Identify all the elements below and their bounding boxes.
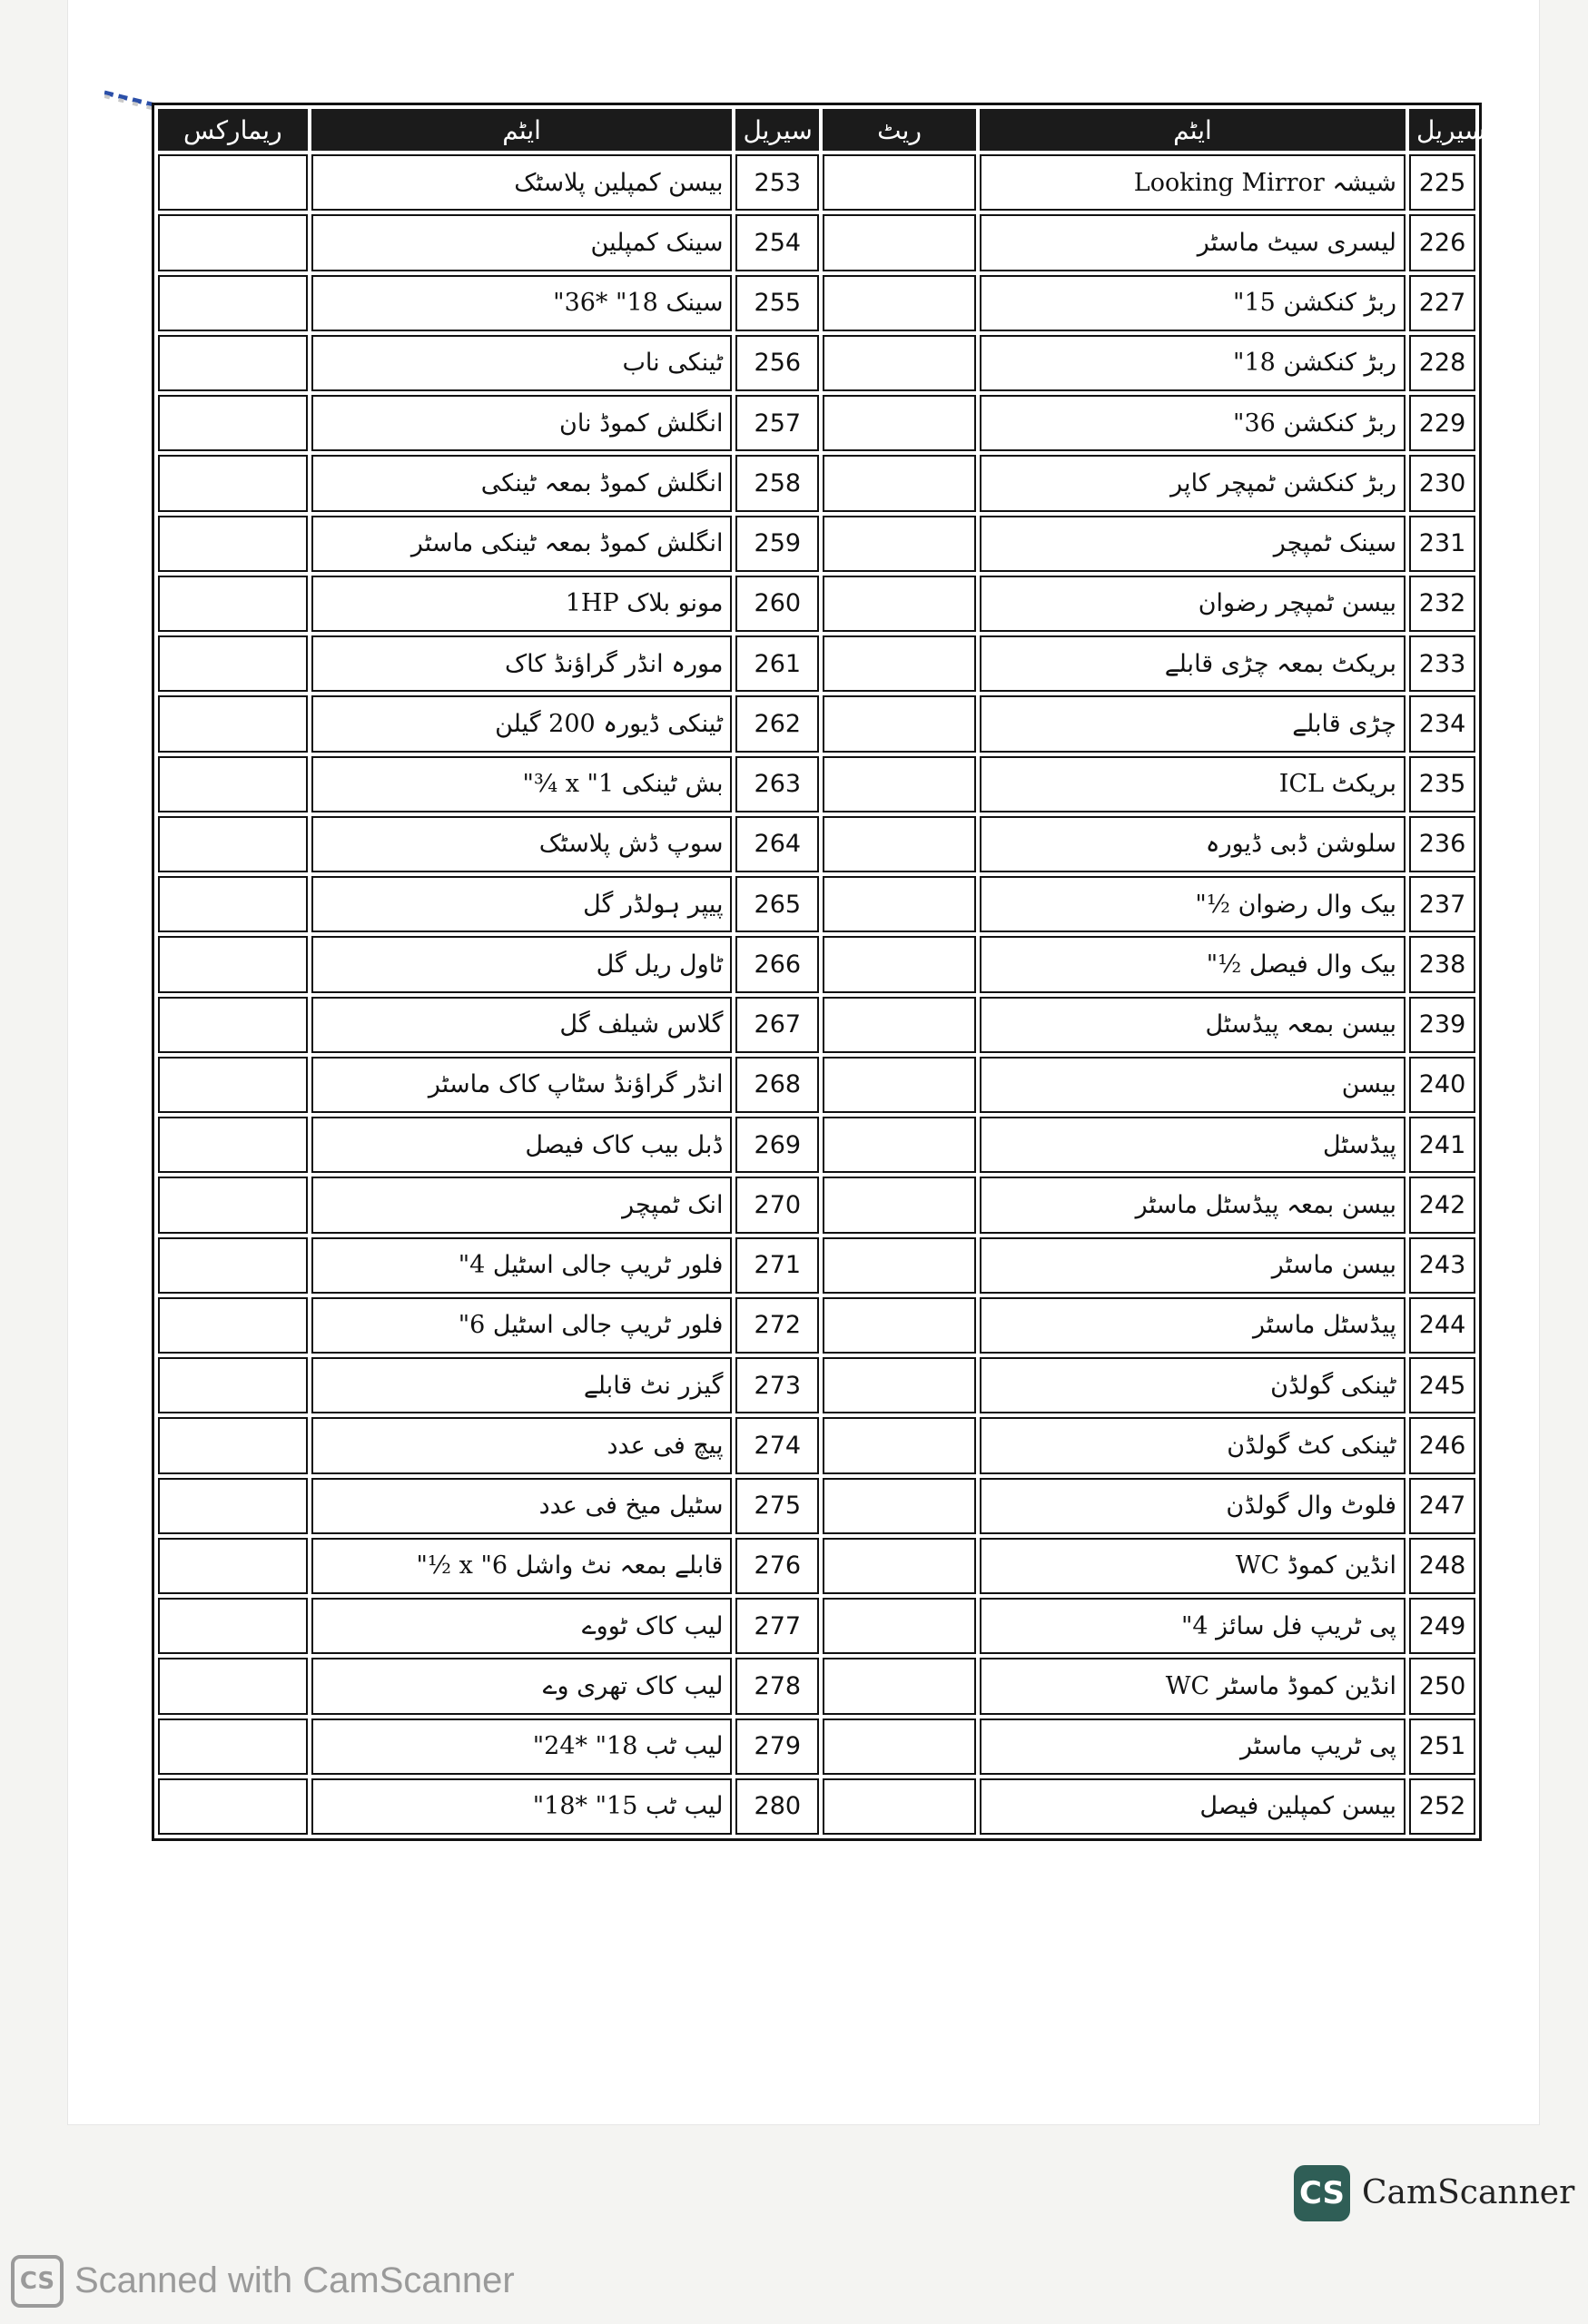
item-cell: لیب ٹب 15" *18": [311, 1778, 733, 1835]
item-cell: بش ٹینکی 1" x ¾": [311, 756, 733, 812]
remarks-cell: [158, 1658, 308, 1714]
serial-cell: 260: [735, 576, 819, 632]
item-cell: بیسن کمپلین پلاسٹک: [311, 154, 733, 211]
item-cell: بیسن ماسٹر: [980, 1237, 1406, 1294]
serial-cell: 247: [1409, 1478, 1475, 1534]
remarks-cell: [158, 1778, 308, 1835]
table-row: [158, 1538, 1475, 1594]
serial-cell: 255: [735, 275, 819, 331]
item-cell: ٹینکی ڈیورہ 200 گیلن: [311, 695, 733, 752]
serial-cell: 266: [735, 936, 819, 992]
table-row: [158, 1357, 1475, 1413]
remarks-cell: [158, 695, 308, 752]
header-left-item: ایٹم: [311, 109, 733, 151]
serial-cell: 251: [1409, 1718, 1475, 1775]
serial-cell: 270: [735, 1177, 819, 1233]
rate-cell: [823, 816, 976, 872]
item-cell: شیشہ Looking Mirror: [980, 154, 1406, 211]
table-row: [158, 1778, 1475, 1835]
remarks-cell: [158, 1297, 308, 1354]
rate-cell: [823, 1237, 976, 1294]
serial-cell: 234: [1409, 695, 1475, 752]
serial-cell: 245: [1409, 1357, 1475, 1413]
item-cell: بیسن بمعہ پیڈسٹل: [980, 997, 1406, 1053]
item-cell: پیپر ہولڈر گل: [311, 876, 733, 932]
item-cell: ٹینکی ناب: [311, 335, 733, 391]
footer-scanned-text: Scanned with CamScanner: [74, 2260, 515, 2300]
serial-cell: 269: [735, 1117, 819, 1173]
table-row: [158, 1417, 1475, 1473]
item-cell: انک ٹمپچر: [311, 1177, 733, 1233]
remarks-cell: [158, 1237, 308, 1294]
rate-cell: [823, 1177, 976, 1233]
serial-cell: 256: [735, 335, 819, 391]
item-cell: ٹینکی کٹ گولڈن: [980, 1417, 1406, 1473]
rate-cell: [823, 1478, 976, 1534]
table-row: [158, 455, 1475, 511]
table-row: [158, 936, 1475, 992]
remarks-cell: [158, 1357, 308, 1413]
item-cell: قابلے بمعہ نٹ واشل 6" x ½": [311, 1538, 733, 1594]
table-row: [158, 997, 1475, 1053]
item-cell: ٹینکی گولڈن: [980, 1357, 1406, 1413]
table-row: [158, 1598, 1475, 1654]
remarks-cell: [158, 1417, 308, 1473]
header-right-rate: ریٹ: [823, 109, 976, 151]
serial-cell: 248: [1409, 1538, 1475, 1594]
serial-cell: 237: [1409, 876, 1475, 932]
serial-cell: 278: [735, 1658, 819, 1714]
serial-cell: 246: [1409, 1417, 1475, 1473]
serial-cell: 241: [1409, 1117, 1475, 1173]
remarks-cell: [158, 576, 308, 632]
table-row: [158, 1057, 1475, 1113]
table-row: [158, 1177, 1475, 1233]
item-cell: بیسن: [980, 1057, 1406, 1113]
serial-cell: 231: [1409, 516, 1475, 572]
item-cell: گیزر نٹ قابلے: [311, 1357, 733, 1413]
serial-cell: 243: [1409, 1237, 1475, 1294]
table-row: [158, 395, 1475, 451]
remarks-cell: [158, 455, 308, 511]
rate-cell: [823, 335, 976, 391]
item-cell: سینک 18" *36": [311, 275, 733, 331]
item-cell: چڑی قابلے: [980, 695, 1406, 752]
table-body: [158, 154, 1475, 1835]
serial-cell: 268: [735, 1057, 819, 1113]
serial-cell: 238: [1409, 936, 1475, 992]
item-cell: سلوشن ڈبی ڈیورہ: [980, 816, 1406, 872]
table-row: [158, 335, 1475, 391]
item-cell: پی ٹریپ فل سائز 4": [980, 1598, 1406, 1654]
rate-cell: [823, 1297, 976, 1354]
item-cell: انگلش کموڈ بمعہ ٹینکی ماسٹر: [311, 516, 733, 572]
item-cell: انگلش کموڈ نان: [311, 395, 733, 451]
item-cell: گلاس شیلف گل: [311, 997, 733, 1053]
serial-cell: 257: [735, 395, 819, 451]
remarks-cell: [158, 275, 308, 331]
item-cell: فلوٹ وال گولڈن: [980, 1478, 1406, 1534]
item-cell: پیڈسٹل ماسٹر: [980, 1297, 1406, 1354]
serial-cell: 227: [1409, 275, 1475, 331]
serial-cell: 226: [1409, 214, 1475, 271]
remarks-cell: [158, 816, 308, 872]
item-cell: بریکٹ بمعہ چڑی قابلے: [980, 635, 1406, 692]
rate-cell: [823, 1538, 976, 1594]
item-cell: ربڑ کنکشن 18": [980, 335, 1406, 391]
item-cell: فلور ٹریپ جالی اسٹیل 4": [311, 1237, 733, 1294]
camscanner-brand-name: CamScanner: [1362, 2174, 1575, 2211]
table-row: [158, 516, 1475, 572]
serial-cell: 276: [735, 1538, 819, 1594]
item-cell: ٹاول ریل گل: [311, 936, 733, 992]
serial-cell: 267: [735, 997, 819, 1053]
rate-cell: [823, 1598, 976, 1654]
rate-cell: [823, 876, 976, 932]
serial-cell: 258: [735, 455, 819, 511]
remarks-cell: [158, 1057, 308, 1113]
item-cell: بیسن کمپلین فیصل: [980, 1778, 1406, 1835]
serial-cell: 277: [735, 1598, 819, 1654]
table-row: [158, 1237, 1475, 1294]
remarks-cell: [158, 1117, 308, 1173]
serial-cell: 229: [1409, 395, 1475, 451]
item-cell: بریکٹ ICL: [980, 756, 1406, 812]
serial-cell: 239: [1409, 997, 1475, 1053]
table-row: [158, 275, 1475, 331]
serial-cell: 242: [1409, 1177, 1475, 1233]
table-row: [158, 1478, 1475, 1534]
footer-camscanner-icon: CS: [11, 2255, 64, 2308]
remarks-cell: [158, 395, 308, 451]
table-row: [158, 214, 1475, 271]
remarks-cell: [158, 936, 308, 992]
serial-cell: 228: [1409, 335, 1475, 391]
rate-cell: [823, 1778, 976, 1835]
item-cell: لیسری سیٹ ماسٹر: [980, 214, 1406, 271]
item-cell: ربڑ کنکشن 36": [980, 395, 1406, 451]
rate-cell: [823, 1357, 976, 1413]
serial-cell: 279: [735, 1718, 819, 1775]
table-row: [158, 1297, 1475, 1354]
rate-cell: [823, 936, 976, 992]
serial-cell: 275: [735, 1478, 819, 1534]
serial-cell: 273: [735, 1357, 819, 1413]
table-row: [158, 756, 1475, 812]
item-cell: سوپ ڈش پلاسٹک: [311, 816, 733, 872]
item-cell: سینک کمپلین: [311, 214, 733, 271]
table-row: [158, 1658, 1475, 1714]
price-table-container: [152, 103, 1486, 1841]
table-header-row: [158, 109, 1475, 151]
serial-cell: 264: [735, 816, 819, 872]
serial-cell: 265: [735, 876, 819, 932]
remarks-cell: [158, 1478, 308, 1534]
item-cell: پی ٹریپ ماسٹر: [980, 1718, 1406, 1775]
rate-cell: [823, 695, 976, 752]
table-row: [158, 695, 1475, 752]
table-row: [158, 154, 1475, 211]
serial-cell: 262: [735, 695, 819, 752]
remarks-cell: [158, 997, 308, 1053]
table-row: [158, 576, 1475, 632]
serial-cell: 253: [735, 154, 819, 211]
item-cell: پیڈسٹل: [980, 1117, 1406, 1173]
rate-cell: [823, 1117, 976, 1173]
item-cell: بیسن بمعہ پیڈسٹل ماسٹر: [980, 1177, 1406, 1233]
table-row: [158, 635, 1475, 692]
header-right-serial: سیریل: [1409, 109, 1475, 151]
camscanner-logo-icon: CS: [1294, 2165, 1350, 2221]
header-left-remarks: ریمارکس: [158, 109, 308, 151]
item-cell: مورہ انڈر گراؤنڈ کاک: [311, 635, 733, 692]
rate-cell: [823, 214, 976, 271]
remarks-cell: [158, 1538, 308, 1594]
serial-cell: 252: [1409, 1778, 1475, 1835]
rate-cell: [823, 1417, 976, 1473]
rate-cell: [823, 395, 976, 451]
serial-cell: 261: [735, 635, 819, 692]
item-cell: لیب کاک ٹووے: [311, 1598, 733, 1654]
rate-cell: [823, 1057, 976, 1113]
rate-cell: [823, 635, 976, 692]
serial-cell: 232: [1409, 576, 1475, 632]
header-left-serial: سیریل: [735, 109, 819, 151]
table-row: [158, 876, 1475, 932]
item-cell: انڈین کموڈ WC: [980, 1538, 1406, 1594]
serial-cell: 249: [1409, 1598, 1475, 1654]
serial-cell: 263: [735, 756, 819, 812]
rate-cell: [823, 1658, 976, 1714]
table-row: [158, 816, 1475, 872]
serial-cell: 250: [1409, 1658, 1475, 1714]
remarks-cell: [158, 214, 308, 271]
item-cell: انگلش کموڈ بمعہ ٹینکی: [311, 455, 733, 511]
serial-cell: 271: [735, 1237, 819, 1294]
remarks-cell: [158, 1598, 308, 1654]
rate-cell: [823, 516, 976, 572]
remarks-cell: [158, 876, 308, 932]
serial-cell: 244: [1409, 1297, 1475, 1354]
table-row: [158, 1117, 1475, 1173]
item-cell: بیک وال فیصل ½": [980, 936, 1406, 992]
item-cell: فلور ٹریپ جالی اسٹیل 6": [311, 1297, 733, 1354]
serial-cell: 233: [1409, 635, 1475, 692]
rate-cell: [823, 275, 976, 331]
item-cell: بیسن ٹمپچر رضوان: [980, 576, 1406, 632]
item-cell: پیچ فی عدد: [311, 1417, 733, 1473]
rate-cell: [823, 154, 976, 211]
item-cell: مونو بلاک 1HP: [311, 576, 733, 632]
serial-cell: 235: [1409, 756, 1475, 812]
rate-cell: [823, 997, 976, 1053]
remarks-cell: [158, 635, 308, 692]
rate-cell: [823, 1718, 976, 1775]
serial-cell: 236: [1409, 816, 1475, 872]
price-table: [152, 103, 1486, 1841]
item-cell: انڈر گراؤنڈ سٹاپ کاک ماسٹر: [311, 1057, 733, 1113]
table-row: [158, 1718, 1475, 1775]
item-cell: ربڑ کنکشن 15": [980, 275, 1406, 331]
serial-cell: 280: [735, 1778, 819, 1835]
serial-cell: 274: [735, 1417, 819, 1473]
serial-cell: 225: [1409, 154, 1475, 211]
item-cell: ڈبل بیب کاک فیصل: [311, 1117, 733, 1173]
item-cell: انڈین کموڈ ماسٹر WC: [980, 1658, 1406, 1714]
item-cell: لیب ٹب 18" *24": [311, 1718, 733, 1775]
header-right-item: ایٹم: [980, 109, 1406, 151]
rate-cell: [823, 455, 976, 511]
remarks-cell: [158, 1718, 308, 1775]
remarks-cell: [158, 335, 308, 391]
serial-cell: 254: [735, 214, 819, 271]
item-cell: سینک ٹمپچر: [980, 516, 1406, 572]
rate-cell: [823, 756, 976, 812]
serial-cell: 259: [735, 516, 819, 572]
serial-cell: 240: [1409, 1057, 1475, 1113]
item-cell: ربڑ کنکشن ٹمپچر کاپر: [980, 455, 1406, 511]
remarks-cell: [158, 154, 308, 211]
item-cell: بیک وال رضوان ½": [980, 876, 1406, 932]
remarks-cell: [158, 756, 308, 812]
remarks-cell: [158, 516, 308, 572]
serial-cell: 272: [735, 1297, 819, 1354]
serial-cell: 230: [1409, 455, 1475, 511]
item-cell: لیب کاک تھری وے: [311, 1658, 733, 1714]
remarks-cell: [158, 1177, 308, 1233]
item-cell: سٹیل میخ فی عدد: [311, 1478, 733, 1534]
rate-cell: [823, 576, 976, 632]
